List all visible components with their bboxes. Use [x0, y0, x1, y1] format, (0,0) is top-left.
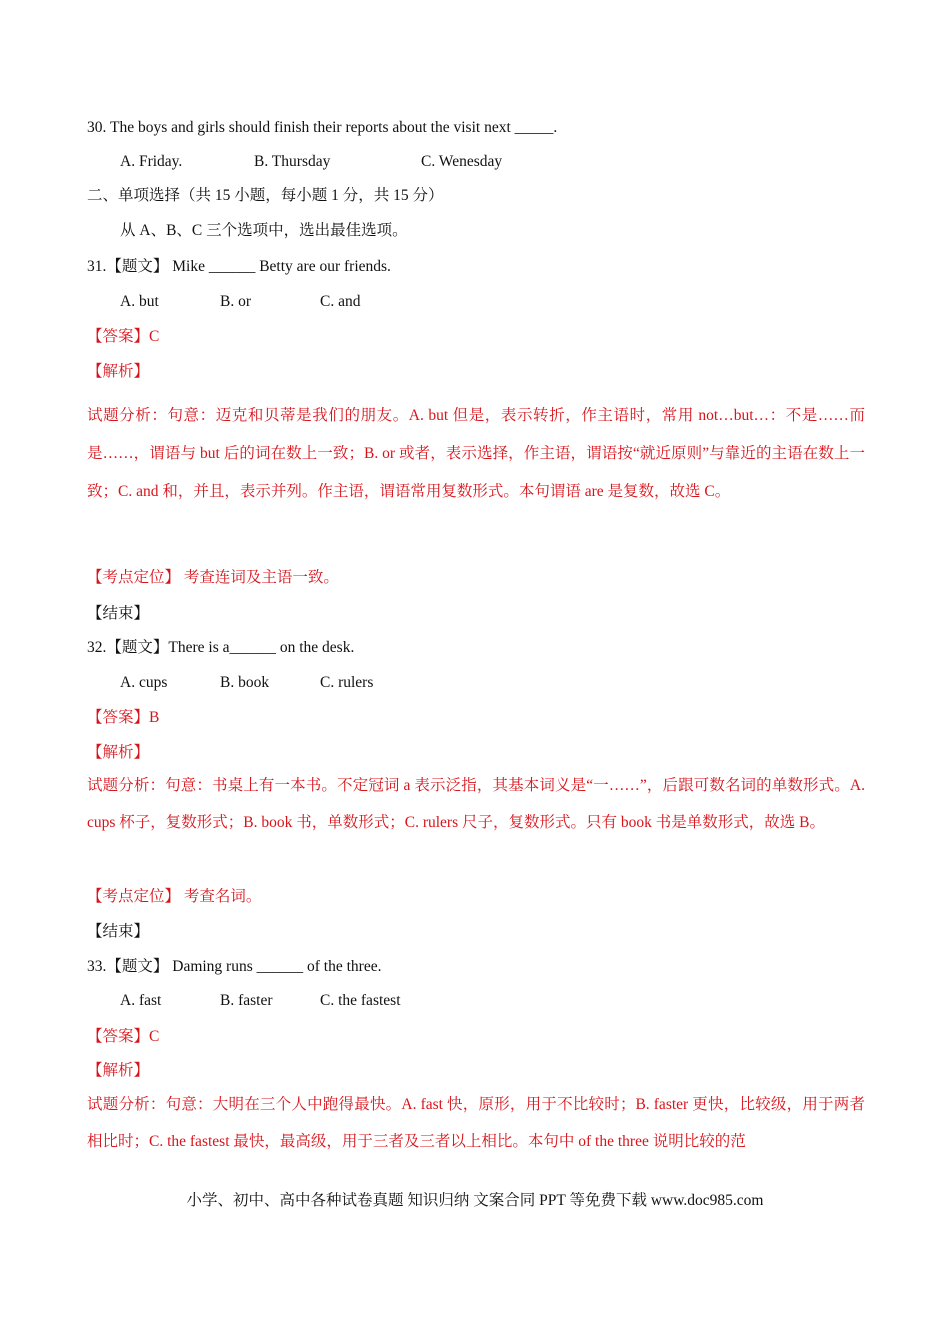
option-a: A. fast [120, 992, 162, 1009]
q32-analysis: 试题分析：句意：书桌上有一本书。不定冠词 a 表示泛指，其基本词义是“一……”，后跟可数名词的单数形式。A. cups 杯子，复数形式；B. book 书，单数形式；C. rulers 尺子，复数形式。只有 book 书是单数形式，故选 B。 [87, 777, 865, 831]
option-a: A. Friday. [120, 153, 183, 170]
option-c: C. rulers [320, 674, 374, 691]
q30-options [120, 152, 502, 172]
option-c: C. Wenesday [421, 153, 503, 170]
q31-point: 【考点定位】 考查连词及主语一致。 [87, 569, 339, 586]
q31-stem: 31.【题文】 Mike ______ Betty are our friends. [87, 258, 391, 275]
option-b: B. Thursday [254, 153, 331, 170]
q33-answer: 【答案】C [87, 1028, 160, 1045]
section-title: 二、单项选择（共 15 小题，每小题 1 分，共 15 分） [87, 187, 444, 204]
q32-answer: 【答案】B [87, 709, 160, 726]
q31-end: 【结束】 [87, 605, 150, 622]
q32-point: 【考点定位】 考查名词。 [87, 888, 262, 905]
option-b: B. book [220, 674, 270, 691]
q31-answer: 【答案】C [87, 328, 160, 345]
q30-stem: 30. The boys and girls should finish their reports about the visit next _____. [87, 119, 558, 136]
q31-analysis: 试题分析：句意：迈克和贝蒂是我们的朋友。A. but 但是，表示转折，作主语时，常用 not…but…：不是……而是……，谓语与 but 后的词在数上一致；B. or 或者，表示选择，作主语，谓语按“就近原则”与靠近的主语在数上一致；C. and 和，并且，表示并列。作主语，谓语常用复数形式。本句谓语 are 是复数，故选 C。 [87, 407, 865, 500]
q33-analysis-label: 【解析】 [87, 1062, 150, 1079]
option-c: C. and [320, 293, 361, 310]
option-a: A. but [120, 293, 159, 310]
option-b: B. or [220, 293, 251, 310]
q31-options [120, 292, 360, 312]
option-a: A. cups [120, 674, 168, 691]
q32-end: 【结束】 [87, 923, 150, 940]
q32-analysis-label: 【解析】 [87, 744, 150, 761]
option-c: C. the fastest [320, 992, 401, 1009]
option-b: B. faster [220, 992, 273, 1009]
q31-analysis-label: 【解析】 [87, 363, 150, 380]
section-instruction: 从 A、B、C 三个选项中，选出最佳选项。 [120, 222, 408, 239]
q33-analysis: 试题分析：句意：大明在三个人中跑得最快。A. fast 快，原形，用于不比较时；B. faster 更快，比较级，用于两者相比时；C. the fastest 最快，最高级，用于三者及三者以上相比。本句中 of the three 说明比较的范 [87, 1096, 865, 1150]
q32-options [120, 673, 373, 693]
page-footer: 小学、初中、高中各种试卷真题 知识归纳 文案合同 PPT 等免费下载 www.doc985.com [186, 1192, 764, 1209]
q32-stem: 32.【题文】There is a______ on the desk. [87, 639, 355, 656]
q33-options [120, 991, 401, 1011]
q33-stem: 33.【题文】 Daming runs ______ of the three. [87, 958, 382, 975]
